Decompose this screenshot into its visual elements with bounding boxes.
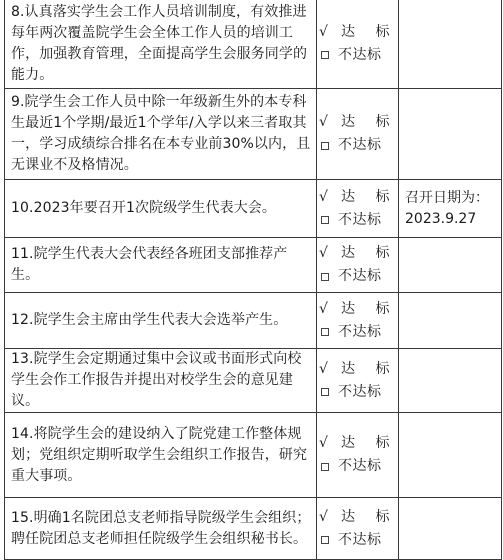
requirement-text: 14.将院学生会的建设纳入了院党建工作整体规划；党组织定期听取学生会组织工作报告，研究重大事项。 — [11, 425, 308, 484]
pass-option[interactable] — [319, 298, 398, 321]
requirement-text: 11.院学生代表大会代表经各班团支部推荐产生。 — [11, 246, 288, 283]
checkmark-icon: √ — [319, 360, 328, 377]
assessment-cell — [317, 89, 399, 180]
pass-option[interactable] — [319, 21, 398, 44]
criteria-row — [5, 349, 502, 413]
criteria-row — [5, 498, 502, 560]
requirement-text: 13.院学生会定期通过集中会议或书面形式向校学生会作工作报告并提出对校学生会的意见建议。 — [11, 351, 302, 409]
fail-label: 不达标 — [338, 323, 382, 340]
criteria-row — [5, 89, 502, 180]
fail-option[interactable] — [319, 455, 398, 478]
requirement-cell — [5, 293, 317, 349]
pass-label: 达 标 — [341, 300, 398, 317]
fail-option[interactable] — [319, 529, 398, 552]
pass-label: 达 标 — [341, 435, 398, 451]
remark-cell — [399, 293, 502, 349]
remark-text: 召开日期为： — [405, 189, 489, 206]
checkmark-icon: √ — [319, 508, 328, 525]
empty-checkbox-icon[interactable] — [321, 216, 329, 224]
fail-option[interactable] — [319, 265, 398, 288]
remark-cell — [399, 89, 502, 180]
pass-option[interactable] — [319, 358, 398, 381]
fail-label: 不达标 — [338, 531, 382, 548]
pass-label: 达 标 — [341, 188, 398, 205]
pass-label: 达 标 — [341, 245, 398, 261]
requirement-text: 15.明确1名院团总支老师指导院级学生会组织；聘任院团总支老师担任院级学生会组织秘书长。 — [11, 509, 311, 547]
checkmark-icon: √ — [319, 23, 328, 40]
checkmark-icon: √ — [319, 435, 328, 451]
remark-cell — [399, 238, 502, 293]
requirement-text: 10.2023年要召开1次院级学生代表大会。 — [11, 200, 276, 216]
criteria-row — [5, 293, 502, 349]
criteria-row — [5, 238, 502, 293]
requirement-cell — [5, 180, 317, 238]
empty-checkbox-icon[interactable] — [321, 273, 329, 281]
criteria-row — [5, 180, 502, 238]
pass-option[interactable] — [319, 186, 398, 209]
requirement-cell — [5, 89, 317, 180]
requirement-cell — [5, 498, 317, 560]
remark-cell — [399, 180, 502, 238]
criteria-table-body — [5, 0, 502, 560]
fail-option[interactable] — [319, 44, 398, 67]
criteria-row — [5, 413, 502, 498]
checkmark-icon: √ — [319, 245, 328, 261]
requirement-cell — [5, 413, 317, 498]
empty-checkbox-icon[interactable] — [321, 328, 329, 336]
assessment-cell — [317, 293, 399, 349]
checkmark-icon: √ — [319, 114, 328, 130]
requirement-text: 12.院学生会主席由学生代表大会选举产生。 — [11, 312, 288, 328]
fail-option[interactable] — [319, 381, 398, 404]
empty-checkbox-icon[interactable] — [321, 463, 329, 471]
assessment-cell — [317, 349, 399, 413]
fail-label: 不达标 — [338, 383, 382, 400]
checkmark-icon: √ — [319, 300, 328, 317]
assessment-cell — [317, 498, 399, 560]
fail-label: 不达标 — [338, 46, 382, 63]
assessment-cell — [317, 413, 399, 498]
assessment-cell — [317, 0, 399, 89]
empty-checkbox-icon[interactable] — [321, 536, 329, 544]
fail-option[interactable] — [319, 209, 398, 232]
pass-label: 达 标 — [341, 114, 398, 130]
checkmark-icon: √ — [319, 188, 328, 205]
remark-cell — [399, 0, 502, 89]
requirement-cell — [5, 238, 317, 293]
fail-label: 不达标 — [338, 268, 382, 284]
fail-label: 不达标 — [338, 211, 382, 228]
assessment-cell — [317, 180, 399, 238]
pass-label: 达 标 — [341, 508, 398, 525]
remark-cell — [399, 349, 502, 413]
requirement-text: 8.认真落实学生会工作人员培训制度，有效推进每年两次覆盖院学生会全体工作人员的培训工作，加强教育管理，全面提高学生会服务同学的能力。 — [11, 3, 308, 83]
pass-label: 达 标 — [341, 23, 398, 40]
fail-option[interactable] — [319, 321, 398, 344]
requirement-cell — [5, 349, 317, 413]
requirement-cell — [5, 0, 317, 89]
criteria-row — [5, 0, 502, 89]
fail-label: 不达标 — [338, 137, 382, 153]
remark-cell — [399, 498, 502, 560]
requirement-text: 9.院学生会工作人员中除一年级新生外的本专科生最近1个学期/最近1个学年/入学以来三者取其一，学习成绩综合排名在本专业前30%以内，且无课业不及格情况。 — [11, 94, 311, 173]
fail-label: 不达标 — [338, 458, 382, 474]
empty-checkbox-icon[interactable] — [321, 51, 329, 59]
pass-option[interactable] — [319, 242, 398, 265]
remark-text: 2023.9.27 — [405, 210, 477, 227]
fail-option[interactable] — [319, 134, 398, 157]
pass-option[interactable] — [319, 111, 398, 134]
assessment-cell — [317, 238, 399, 293]
empty-checkbox-icon[interactable] — [321, 142, 329, 150]
pass-label: 达 标 — [341, 360, 398, 377]
empty-checkbox-icon[interactable] — [321, 388, 329, 396]
pass-option[interactable] — [319, 432, 398, 455]
remark-cell — [399, 413, 502, 498]
criteria-table — [4, 0, 502, 560]
pass-option[interactable] — [319, 506, 398, 529]
